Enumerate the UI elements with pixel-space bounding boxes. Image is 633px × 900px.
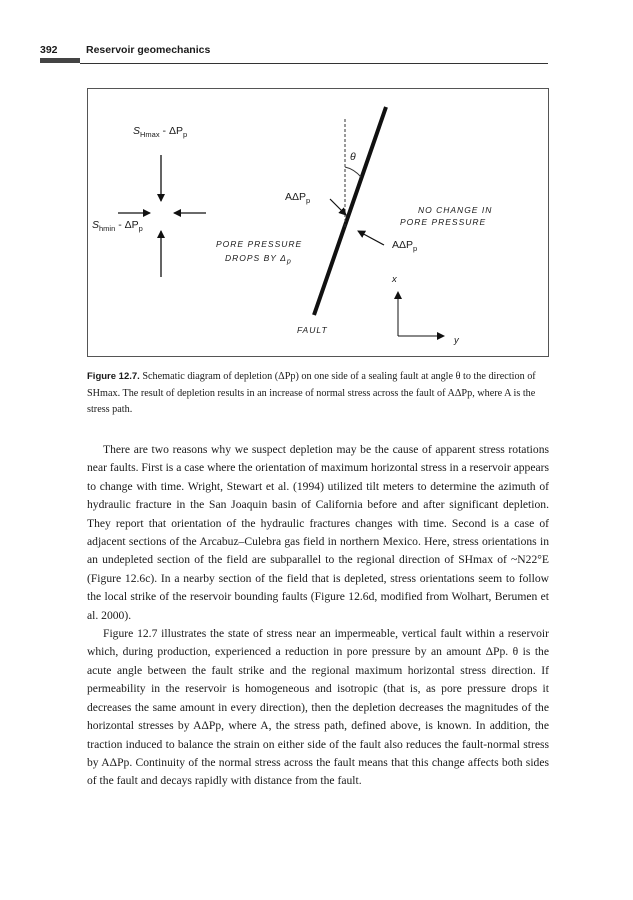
adp-arrow-right [358,231,384,245]
label-adp-right: $A\Delta P_p$ [392,239,418,254]
label-axis-x: x [392,274,397,285]
label-no-change-2: PORE PRESSURE [400,217,487,227]
label-pp-drops-2: DROPS BY $\Delta_p$ [225,253,292,266]
label-adp-left: $A\Delta P_p$ [285,191,311,206]
caption-text: Schematic diagram of depletion (ΔPp) on one side of a sealing fault at angle θ to the direction of SHmax. The result of depletion results in an increase of normal stress across the fault of AΔPp, where A is the stress path. [87,371,536,415]
running-title: Reservoir geomechanics [86,44,211,56]
label-shmin: $S_{hmin} - \Delta P_p$ [92,219,143,234]
running-header [40,44,548,66]
adp-arrow-left [330,199,346,215]
label-pp-drops-1: PORE PRESSURE [216,239,303,249]
label-axis-y: y [454,335,459,346]
label-fault: FAULT [297,325,328,335]
label-theta: θ [350,151,356,163]
body-text [87,441,549,791]
fault-line [314,107,386,315]
figure-caption [87,369,549,419]
paragraph-1: There are two reasons why we suspect depletion may be the cause of apparent stress rotations near faults. First is a case where the orientation of maximum horizontal stress in a reservoir appears to change with time. Wright, Stewart et al. (1994) utilized tilt meters to determine the azimuth of hydraulic fracture in the San Joaquin basin of California before and after significant depletion. They report that orientation of the hydraulic fractures changes with time. Second is a case of adjacent sections of the Arcabuz–Culebra gas field in northern Mexico. Here, stress orientations in an undepleted section of the field are subparallel to the regional direction of SHmax of ~N22°E (Figure 12.6c). In a nearby section of the field that is depleted, stress orientations seem to follow the local strike of the reservoir bounding faults (Figure 12.6d, modified from Wolhart, Berumen et al. 2000). [87,443,549,622]
paragraph-2: Figure 12.7 illustrates the state of stress near an impermeable, vertical fault within a reservoir which, during production, experienced a reduction in pore pressure by an amount ΔPp. θ is the acute angle between the fault strike and the regional maximum horizontal stress direction. If permeability in the reservoir is homogeneous and isotropic (that is, as pore pressure drops it decreases the same amount in every direction), then the depletion decreases the magnitudes of the horizontal stresses by AΔPp, where A, the stress path, defined above, is known. In addition, the traction induced to balance the strain on either side of the fault also reduces the fault-normal stress by AΔPp. Continuity of the normal stress across the fault means that this change affects both sides of the fault and decays rapidly with distance from the fault. [87,627,549,788]
label-shmax: $S_{Hmax} - \Delta P_p$ [133,125,188,140]
figure-12-7 [87,88,549,357]
caption-label: Figure 12.7. [87,371,140,382]
page-number: 392 [40,44,58,56]
header-bar [40,58,80,63]
theta-arc [345,167,361,177]
header-rule [80,63,548,64]
label-no-change-1: NO CHANGE IN [418,205,493,215]
